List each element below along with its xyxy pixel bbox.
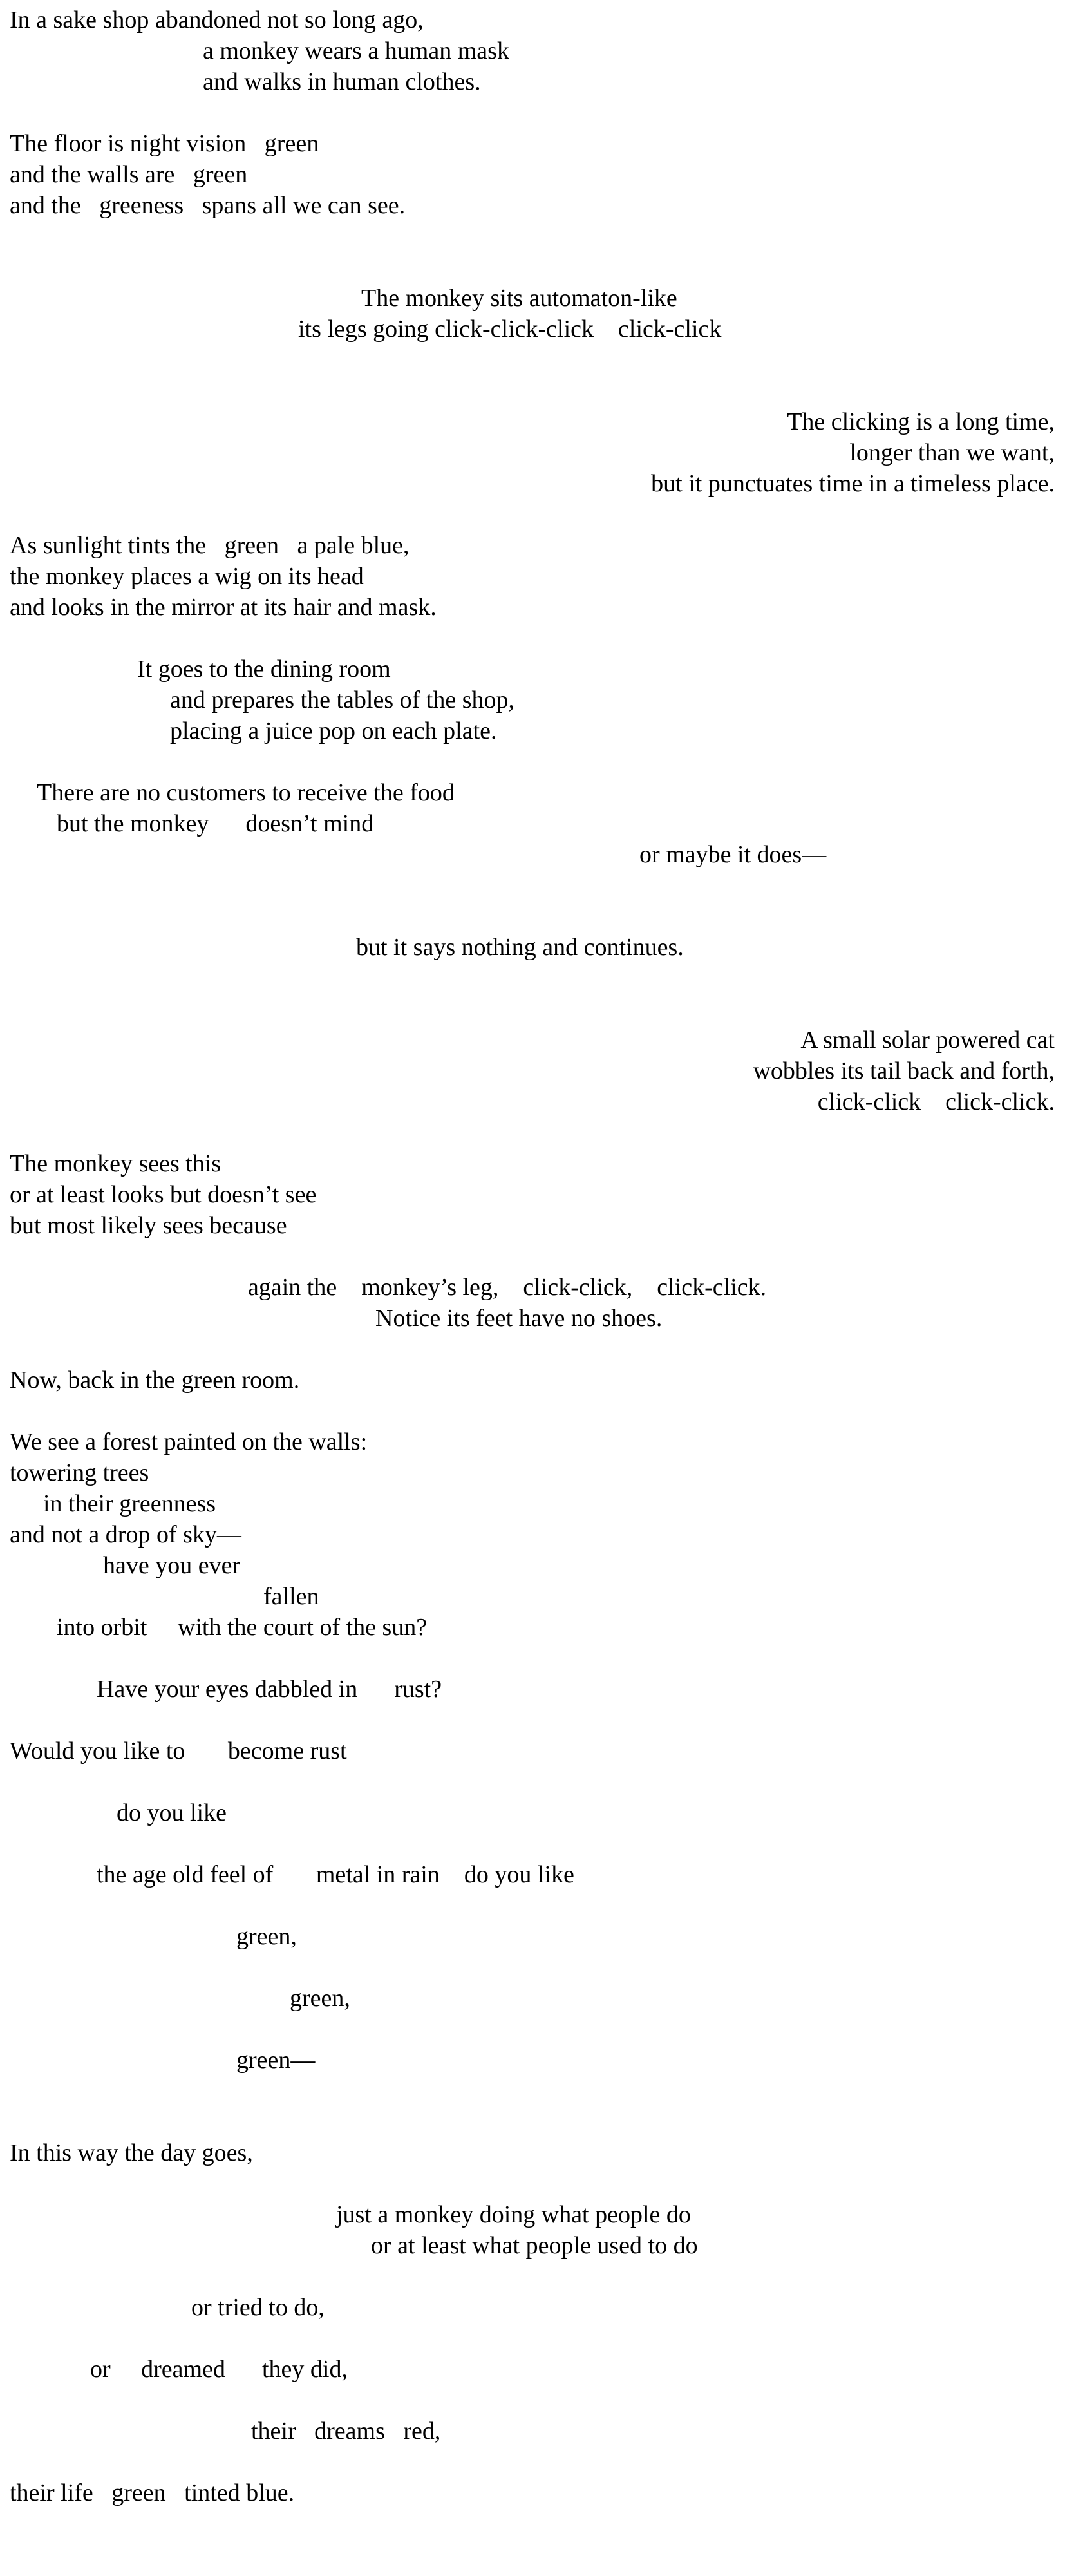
- poem-line: green,: [236, 1923, 297, 1950]
- poem-line: or dreamed they did,: [90, 2356, 348, 2383]
- poem-line: just a monkey doing what people do: [336, 2201, 691, 2228]
- poem-line: do you like: [117, 1799, 227, 1826]
- poem-line: Have your eyes dabbled in rust?: [97, 1676, 442, 1703]
- poem-line: The floor is night vision green: [10, 130, 319, 157]
- poem-line: wobbles its tail back and forth,: [753, 1057, 1055, 1084]
- poem-line: fallen: [263, 1583, 319, 1610]
- poem-line: or maybe it does—: [639, 841, 827, 868]
- poem-line: Now, back in the green room.: [10, 1367, 300, 1394]
- poem-line: and the greeness spans all we can see.: [10, 192, 406, 219]
- poem-line: but the monkey doesn’t mind: [57, 810, 374, 837]
- poem-line: the age old feel of metal in rain do you like: [97, 1861, 574, 1888]
- poem-line: The clicking is a long time,: [787, 408, 1055, 435]
- poem-line: green,: [290, 1985, 350, 2012]
- poem-line: or at least what people used to do: [371, 2232, 698, 2259]
- poem-line: have you ever: [103, 1552, 241, 1579]
- poem-line: As sunlight tints the green a pale blue,: [10, 532, 410, 559]
- poem-line: We see a forest painted on the walls:: [10, 1428, 368, 1455]
- poem-line: Notice its feet have no shoes.: [375, 1305, 663, 1332]
- poem-line: again the monkey’s leg, click-click, click-click.: [248, 1274, 767, 1301]
- poem-line: or tried to do,: [191, 2294, 325, 2321]
- poem-line: The monkey sits automaton-like: [361, 285, 677, 312]
- poem-line: click-click click-click.: [817, 1088, 1055, 1115]
- poem-line: but it says nothing and continues.: [356, 934, 684, 961]
- poem-line: its legs going click-click-click click-click: [298, 316, 722, 343]
- poem-line: towering trees: [10, 1459, 149, 1486]
- poem-line: and looks in the mirror at its hair and mask.: [10, 594, 437, 621]
- poem-line: the monkey places a wig on its head: [10, 563, 364, 590]
- poem-line: into orbit with the court of the sun?: [57, 1614, 428, 1641]
- poem-line: and not a drop of sky—: [10, 1521, 241, 1548]
- poem-line: and walks in human clothes.: [203, 68, 481, 95]
- poem-line: their dreams red,: [251, 2418, 441, 2445]
- poem-line: It goes to the dining room: [137, 656, 391, 683]
- poem-line: A small solar powered cat: [800, 1027, 1055, 1054]
- poem-line: In a sake shop abandoned not so long ago,: [10, 6, 424, 33]
- poem-line: a monkey wears a human mask: [203, 37, 509, 64]
- poem-line: There are no customers to receive the food: [37, 779, 455, 806]
- poem-line: or at least looks but doesn’t see: [10, 1181, 317, 1208]
- poem-line: and prepares the tables of the shop,: [170, 687, 514, 714]
- poem-line: their life green tinted blue.: [10, 2479, 295, 2506]
- poem-line: placing a juice pop on each plate.: [170, 717, 497, 744]
- poem-line: longer than we want,: [849, 439, 1055, 466]
- poem-line: and the walls are green: [10, 161, 248, 188]
- poem-line: In this way the day goes,: [10, 2139, 253, 2166]
- poem-line: Would you like to become rust: [10, 1738, 347, 1765]
- poem-line: The monkey sees this: [10, 1150, 221, 1177]
- poem-line: in their greenness: [43, 1490, 216, 1517]
- poem-line: green—: [236, 2047, 316, 2074]
- poem-line: but it punctuates time in a timeless place.: [651, 470, 1055, 497]
- poem-line: but most likely sees because: [10, 1212, 287, 1239]
